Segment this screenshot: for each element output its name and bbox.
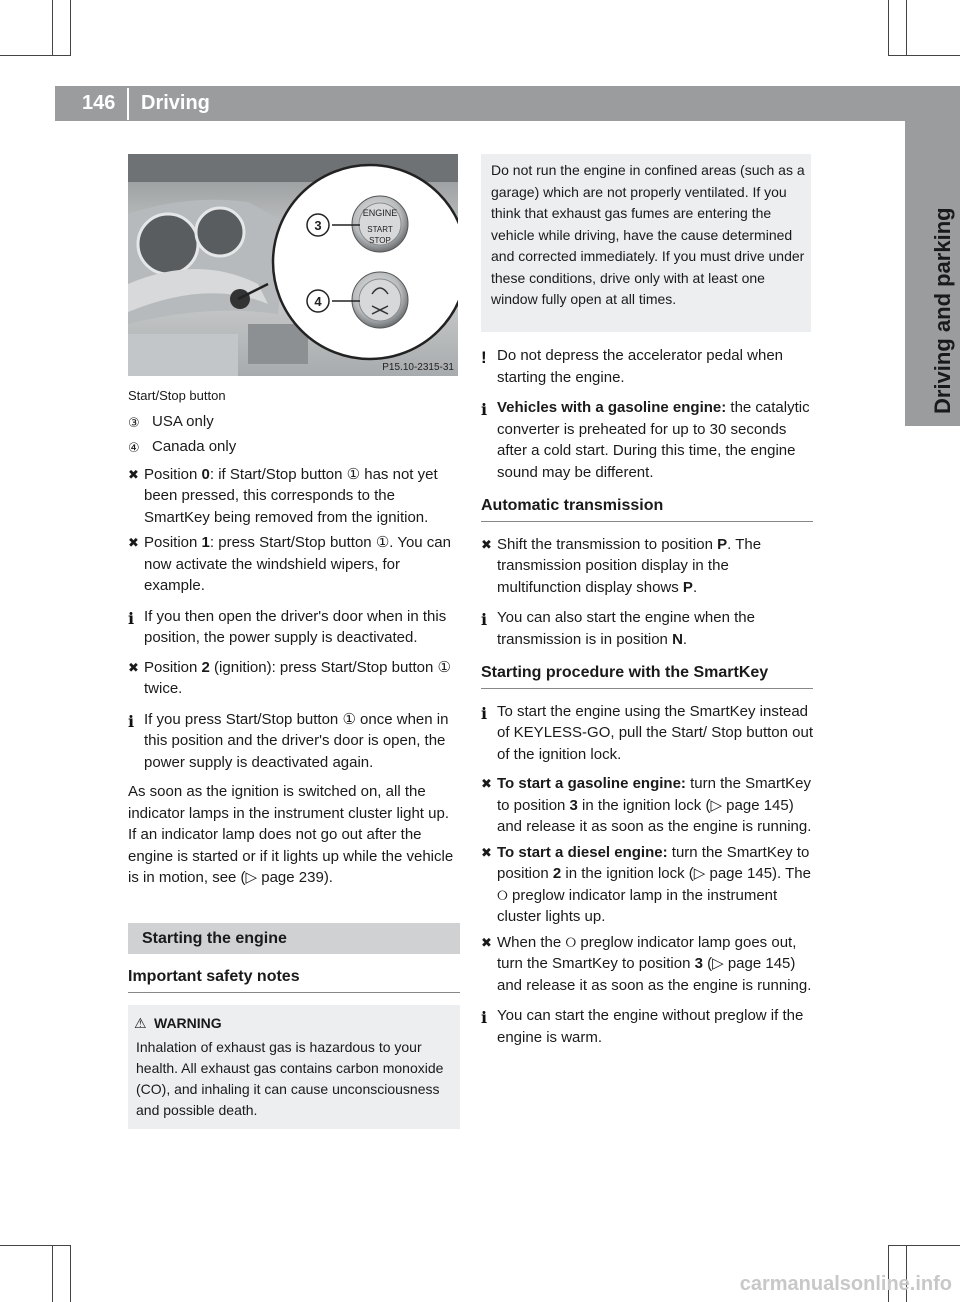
step-text: Position — [144, 658, 202, 676]
step-text: (ignition): press Start/Stop button ① twice. — [144, 658, 451, 697]
step-position: 0 — [201, 465, 210, 483]
step-text: in the ignition lock (▷ page 145). The — [561, 865, 811, 882]
body-paragraph: As soon as the ignition is switched on, all the indicator lamps in the instrument cluster light up. If an indicator lamp does not go out after the engine is started or if it lights up while the vehicle is in motion, see (▷ page 239). — [128, 783, 454, 886]
info-icon: i — [481, 400, 488, 419]
info-text: You can also start the engine when the transmission is in position — [497, 609, 755, 648]
footer-watermark[interactable]: carmanualsonline.info — [739, 1273, 952, 1295]
step-text: . — [692, 578, 698, 596]
step-item — [481, 534, 813, 599]
step-text: When the — [497, 933, 566, 951]
step-bold: To start a gasoline engine: — [497, 775, 686, 792]
step-text: preglow indicator lamp goes out, turn the SmartKey to position — [497, 933, 797, 972]
info-note — [128, 709, 460, 774]
step-arrow-icon: ✖ — [481, 934, 492, 950]
step-position: P — [682, 578, 693, 596]
step-position: 3 — [694, 955, 703, 972]
legend-text: USA only — [152, 412, 214, 430]
step-text: : if Start/Stop button ① has not yet been pressed, this corresponds to the SmartKey being removed from the ignition. — [144, 465, 438, 526]
subsection-heading: Starting procedure with the SmartKey — [481, 662, 813, 689]
warning-continuation-box: Do not run the engine in confined areas (such as a garage) which are not properly ventilated. If you think that exhaust gas fumes are entering the vehicle while driving, have the cause determined and corrected immediately. If you must drive under these conditions, drive only with at least one window fully open at all times. — [481, 154, 811, 332]
callout-marker: ③ — [128, 414, 140, 430]
crop-mark — [888, 55, 960, 56]
page-number: 146 — [82, 92, 116, 114]
crop-mark — [52, 0, 53, 56]
crop-mark — [906, 0, 907, 56]
info-note — [481, 397, 813, 483]
info-icon: i — [128, 608, 135, 628]
legend-item — [128, 436, 460, 458]
info-icon: i — [481, 703, 488, 723]
info-text: the catalytic converter is preheated for up to 30 seconds after a cold start. During this time, the engine sound may be different. — [497, 399, 810, 481]
page-title: Driving — [141, 92, 210, 114]
section-heading: Starting the engine — [128, 923, 460, 955]
info-text: To start the engine using the SmartKey instead of KEYLESS-GO, pull the Start/ Stop button out of the ignition lock. — [497, 702, 814, 763]
step-text: in the ignition lock (▷ page 145) and release it as soon as the engine is running. — [497, 796, 812, 835]
step-item — [481, 932, 813, 997]
info-note — [481, 1005, 813, 1048]
callout-3: 3 — [314, 218, 322, 233]
step-text: preglow indicator lamp in the instrument cluster lights up. — [497, 886, 778, 925]
legend-item — [128, 411, 460, 433]
exclamation-icon: ! — [481, 348, 487, 367]
right-column — [481, 345, 813, 1056]
preglow-indicator-icon: ୦ — [497, 886, 508, 904]
info-icon: i — [481, 610, 488, 629]
notice-text: Do not depress the accelerator pedal when starting the engine. — [497, 347, 784, 386]
step-arrow-icon: ✖ — [481, 776, 492, 791]
button-label-engine: ENGINE — [362, 208, 398, 218]
step-text: turn the SmartKey to position — [497, 843, 810, 882]
step-position: 3 — [569, 796, 578, 814]
step-text: Position — [144, 534, 202, 551]
info-bold: N — [672, 630, 683, 648]
step-bold: To start a diesel engine: — [497, 843, 668, 861]
step-item — [128, 464, 460, 529]
figure-caption: Start/Stop button — [128, 388, 226, 403]
step-text: turn the SmartKey to position — [497, 775, 811, 814]
crop-mark — [0, 55, 70, 56]
step-item — [481, 773, 813, 838]
step-position: 2 — [552, 865, 562, 882]
step-arrow-icon: ✖ — [128, 466, 139, 482]
info-icon: i — [128, 711, 135, 731]
callout-4: 4 — [314, 294, 322, 309]
step-text: Shift the transmission to position — [497, 535, 718, 553]
crop-mark — [70, 0, 71, 56]
legend-text: Canada only — [152, 438, 237, 455]
info-text: . — [682, 630, 688, 648]
warning-title: WARNING — [154, 1014, 222, 1031]
button-label-start: START — [367, 225, 393, 234]
preglow-indicator-icon: ୦ — [565, 933, 577, 951]
info-icon: i — [481, 1008, 488, 1027]
step-text: : press Start/Stop button ①. You can now activate the windshield wipers, for example. — [144, 534, 451, 594]
info-text: You can start the engine without preglow if the engine is warm. — [497, 1007, 804, 1046]
crop-mark — [888, 1245, 960, 1246]
notice-item — [481, 345, 813, 388]
step-text: . The transmission position display in the multifunction display shows — [497, 535, 762, 596]
info-text: If you then open the driver's door when in this position, the power supply is deactivated. — [144, 607, 447, 646]
step-text: (▷ page 145) and release it as soon as the engine is running. — [497, 955, 812, 994]
step-item — [128, 657, 460, 700]
step-arrow-icon: ✖ — [481, 844, 492, 860]
info-text: If you press Start/Stop button ① once when in this position and the driver's door is open, the power supply is deactivated again. — [144, 710, 449, 771]
left-column — [128, 385, 460, 1129]
info-note — [481, 607, 813, 650]
step-position: P — [717, 535, 728, 553]
button-label-stop: STOP — [369, 236, 391, 245]
step-item — [128, 532, 460, 597]
figure-code: P15.10-2315-31 — [382, 362, 454, 373]
start-stop-figure — [128, 154, 458, 376]
step-arrow-icon: ✖ — [128, 659, 139, 675]
info-note — [481, 701, 813, 766]
info-note — [128, 606, 460, 649]
step-item — [481, 842, 813, 928]
header-divider — [127, 88, 129, 120]
crop-mark — [0, 1245, 70, 1246]
subsection-heading: Automatic transmission — [481, 495, 813, 522]
warning-triangle-icon: ⚠ — [134, 1014, 147, 1031]
step-arrow-icon: ✖ — [481, 536, 492, 552]
step-position: 2 — [201, 658, 210, 676]
subsection-heading: Important safety notes — [128, 966, 460, 993]
step-arrow-icon: ✖ — [128, 535, 139, 550]
crop-mark — [70, 1245, 71, 1302]
crop-mark — [888, 0, 889, 56]
warning-box — [128, 1005, 460, 1129]
callout-marker: ④ — [128, 440, 140, 455]
dashboard-illustration — [128, 154, 458, 376]
chapter-tab-label: Driving and parking — [930, 207, 955, 414]
info-bold: Vehicles with a gasoline engine: — [497, 399, 727, 416]
step-text: Position — [144, 465, 202, 483]
step-position: 1 — [201, 534, 210, 551]
crop-mark — [52, 1245, 53, 1302]
warning-heading — [134, 1013, 452, 1034]
warning-text: Inhalation of exhaust gas is hazardous to your health. All exhaust gas contains carbon monoxide (CO), and inhaling it can cause unconsciousness and possible death. — [136, 1038, 444, 1118]
